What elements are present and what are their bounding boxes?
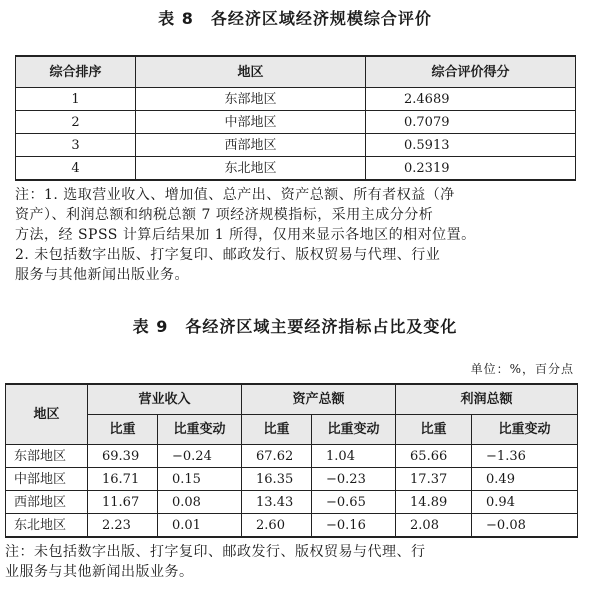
table9-subheader-change: 比重变动	[158, 415, 242, 445]
table9-cell: 16.71	[88, 468, 158, 491]
table9-cell: 14.89	[396, 491, 472, 514]
table8-notes	[15, 185, 580, 285]
table9-cell: 0.94	[472, 491, 578, 514]
table9-cell: −0.24	[158, 445, 242, 468]
table8-cell-region: 东北地区	[136, 157, 366, 181]
table9-cell: 13.43	[242, 491, 312, 514]
table8-cell-rank: 2	[16, 111, 136, 134]
table9-cell: 0.08	[158, 491, 242, 514]
note-line: 业服务与其他新闻出版业务。	[5, 564, 194, 580]
table9-cell: 67.62	[242, 445, 312, 468]
table9-title: 表 9 各经济区域主要经济指标占比及变化	[132, 317, 458, 336]
table-row	[16, 111, 576, 134]
table8-cell-score: 0.7079	[366, 111, 576, 134]
table-row	[6, 445, 578, 468]
table9-group-revenue: 营业收入	[88, 384, 242, 415]
table9-cell: −1.36	[472, 445, 578, 468]
table-row	[6, 491, 578, 514]
table9-cell: 2.08	[396, 514, 472, 538]
table9-cell-region: 东部地区	[6, 445, 88, 468]
table9-subheader-change: 比重变动	[472, 415, 578, 445]
table8	[15, 55, 576, 181]
table8-cell-rank: 3	[16, 134, 136, 157]
table9-cell-region: 中部地区	[6, 468, 88, 491]
table9-subheader-share: 比重	[242, 415, 312, 445]
table8-cell-region: 中部地区	[136, 111, 366, 134]
table9-cell: 69.39	[88, 445, 158, 468]
table9-subheader-share: 比重	[88, 415, 158, 445]
note-line: 方法，经 SPSS 计算后结果加 1 所得，仅用来显示各地区的相对位置。	[15, 227, 476, 243]
table9-cell: 17.37	[396, 468, 472, 491]
table9-cell: 2.23	[88, 514, 158, 538]
table-row	[6, 468, 578, 491]
note-line: 服务与其他新闻出版业务。	[15, 267, 189, 283]
table-row	[6, 514, 578, 538]
table9-cell-region: 西部地区	[6, 491, 88, 514]
table9-cell: 0.49	[472, 468, 578, 491]
table9-header-region: 地区	[6, 384, 88, 445]
table9-cell: 2.60	[242, 514, 312, 538]
table-row	[16, 157, 576, 181]
table9-group-profit: 利润总额	[396, 384, 578, 415]
table-row	[16, 88, 576, 111]
table9	[5, 383, 578, 538]
note-line: 2. 未包括数字出版、打字复印、邮政发行、版权贸易与代理、行业	[15, 247, 441, 263]
table9-unit: 单位：%，百分点	[470, 362, 574, 376]
table9-cell: 0.15	[158, 468, 242, 491]
table-row	[16, 134, 576, 157]
table9-cell: 0.01	[158, 514, 242, 538]
table9-cell: 1.04	[312, 445, 396, 468]
table8-header-rank: 综合排序	[16, 56, 136, 88]
table9-subheader-share: 比重	[396, 415, 472, 445]
note-line: 注：1. 选取营业收入、增加值、总产出、资产总额、所有者权益（净	[15, 187, 455, 203]
table8-cell-rank: 4	[16, 157, 136, 181]
table9-cell: −0.23	[312, 468, 396, 491]
table8-cell-region: 东部地区	[136, 88, 366, 111]
table9-cell: 65.66	[396, 445, 472, 468]
table8-cell-score: 0.5913	[366, 134, 576, 157]
table8-cell-region: 西部地区	[136, 134, 366, 157]
table9-subheader-change: 比重变动	[312, 415, 396, 445]
table8-header-region: 地区	[136, 56, 366, 88]
table8-title: 表 8 各经济区域经济规模综合评价	[158, 9, 432, 28]
table8-cell-score: 2.4689	[366, 88, 576, 111]
table9-cell: −0.08	[472, 514, 578, 538]
table9-notes	[5, 542, 580, 582]
note-line: 资产）、利润总额和纳税总额 7 项经济规模指标，采用主成分分析	[15, 207, 434, 223]
table8-cell-score: 0.2319	[366, 157, 576, 181]
table9-cell-region: 东北地区	[6, 514, 88, 538]
table9-group-header-row	[6, 384, 578, 415]
note-line: 注：未包括数字出版、打字复印、邮政发行、版权贸易与代理、行	[5, 544, 426, 560]
table8-cell-rank: 1	[16, 88, 136, 111]
table9-cell: −0.65	[312, 491, 396, 514]
table9-cell: 16.35	[242, 468, 312, 491]
table9-group-assets: 资产总额	[242, 384, 396, 415]
table9-sub-header-row	[6, 415, 578, 445]
table8-header-row	[16, 56, 576, 88]
table9-cell: 11.67	[88, 491, 158, 514]
table9-cell: −0.16	[312, 514, 396, 538]
table8-header-score: 综合评价得分	[366, 56, 576, 88]
